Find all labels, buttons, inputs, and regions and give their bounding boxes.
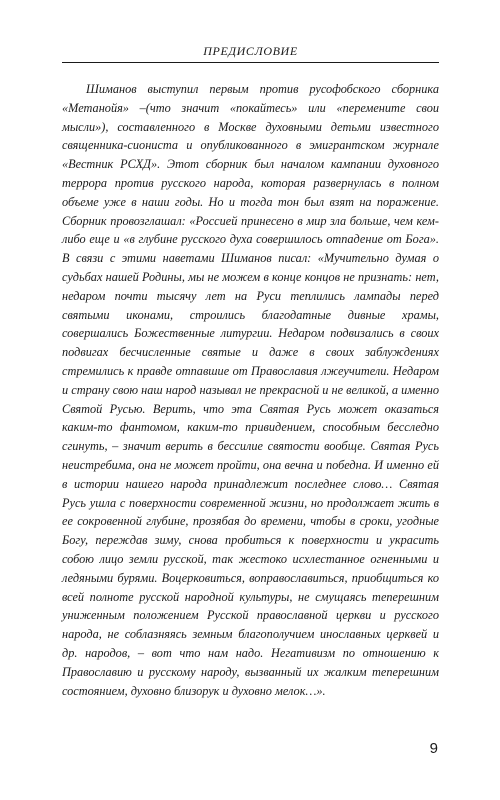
header-divider [62, 62, 439, 63]
page-number: 9 [429, 740, 438, 757]
running-header: ПРЕДИСЛОВИЕ [203, 44, 298, 58]
body-paragraph: Шиманов выступил первым против русофобского сборника «Метанойя» –(что значит «покайтесь» или «перемените свои мысли»), составленного в Москве духовными детьми известного священника-сиониста и опубликованного в эмигрантском журнале «Вестник РСХД». Этот сборник был началом кампании духовного террора против русского народа, которая развернулась в полном объеме уже в наши годы. Но и тогда тон был взят на поражение. Сборник провозглашал: «Россией принесено в мир зла больше, чем кем-либо еще и «в глубине русского духа совершилось отпадение от Бога». В связи с этими наветами Шиманов писал: «Мучительно думая о судьбах нашей Родины, мы не можем в конце концов не признать: нет, недаром почти тысячу лет на Руси теплились лампады перед святыми иконами, строились благодатные дивные храмы, совершались Божественные литургии. Недаром подвизались в своих подвигах бесчисленные святые и даже в своих заблуждениях стремились к правде отпавшие от Православия лжеучители. Недаром и страну свою наш народ называл не прекрасной и не великой, а именно Святой Русью. Верить, что эта Святая Русь может оказаться каким-то фантомом, каким-то привидением, способным бесследно сгинуть, – значит верить в бессилие святости вообще. Святая Русь неистребима, она не может пройти, она вечна и победна. И именно ей в истории нашего народа принадлежит последнее слово… Святая Русь ушла с поверхности современной жизни, но продолжает жить в ее сокровенной глубине, прозябая до времени, чтобы в сроки, угодные Богу, переждав зиму, снова пробиться к поверхности и украсить собою лицо земли русской, так жестоко исхлестанное огненными и ледяными бурями. Воцерковиться, воправославиться, приобщиться ко всей полноте русской народной культуры, не смущаясь теперешним униженным положением Русской православной церкви и русского народа, не соблазняясь земным благополучием инославных церквей и др. народов, – вот что нам надо. Негативизм по отношению к Православию и русскому народу, вызванный их жалким теперешним состоянием, духовно близорук и духовно мелок…». [62, 82, 439, 698]
